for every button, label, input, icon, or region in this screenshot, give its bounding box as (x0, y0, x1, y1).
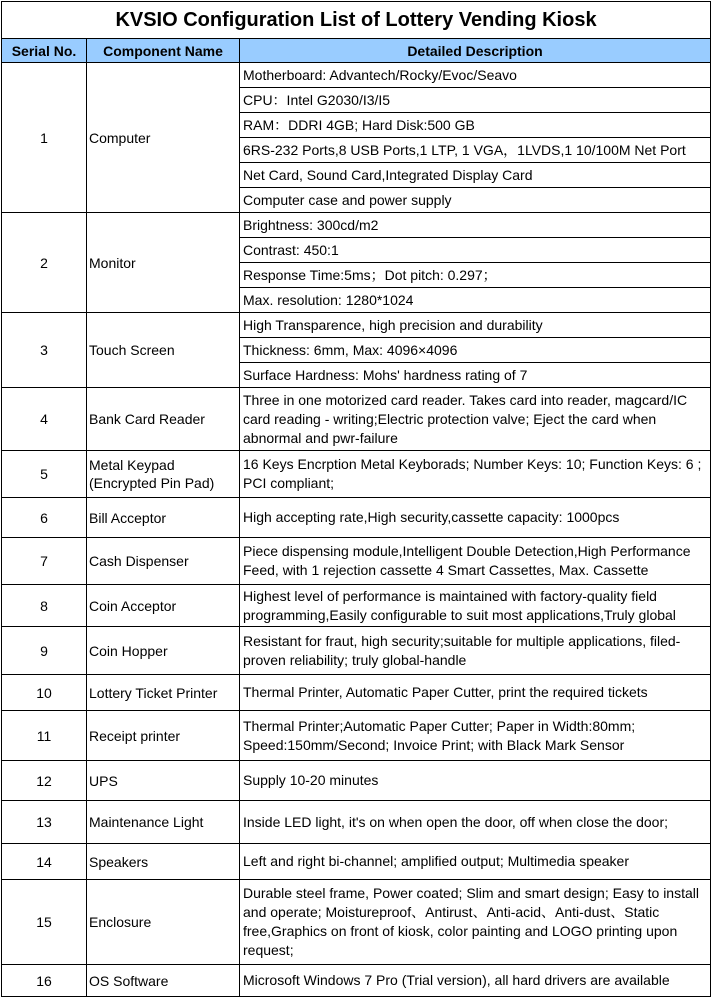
header-component: Component Name (87, 39, 240, 63)
component-name-cell: Computer (87, 63, 240, 213)
description-cell (240, 538, 711, 585)
table-row (2, 63, 711, 88)
serial-cell: 8 (2, 585, 87, 627)
description-cell (240, 965, 711, 997)
serial-cell: 10 (2, 675, 87, 711)
page-title: KVSIO Configuration List of Lottery Vending Kiosk (2, 2, 711, 39)
component-name-cell: Lottery Ticket Printer (87, 675, 240, 711)
description-text: Brightness: 300cd/m2 (243, 216, 379, 233)
serial-cell: 1 (2, 63, 87, 213)
description-cell (240, 263, 711, 288)
serial-cell: 5 (2, 451, 87, 498)
component-name-cell: Speakers (87, 844, 240, 880)
description-text: Left and right bi-channel; amplified output; Multimedia speaker (243, 853, 629, 869)
description-cell (240, 213, 711, 238)
description-cell (240, 238, 711, 263)
serial-cell: 3 (2, 313, 87, 388)
component-name-cell: Bank Card Reader (87, 388, 240, 451)
component-name-cell: Monitor (87, 213, 240, 313)
description-text: Microsoft Windows 7 Pro (Trial version), all hard drivers are available (243, 972, 670, 988)
header-description: Detailed Description (240, 39, 711, 63)
serial-cell: 9 (2, 627, 87, 675)
table-row (2, 675, 711, 711)
table-row (2, 538, 711, 585)
component-name-cell: Touch Screen (87, 313, 240, 388)
description-cell (240, 627, 711, 675)
serial-cell: 6 (2, 498, 87, 538)
description-cell (240, 498, 711, 538)
table-row (2, 213, 711, 238)
serial-cell: 14 (2, 844, 87, 880)
description-cell (240, 188, 711, 213)
component-name-cell: OS Software (87, 965, 240, 997)
table-row (2, 585, 711, 627)
header-serial: Serial No. (2, 39, 87, 63)
description-cell (240, 138, 711, 163)
configuration-table (1, 1, 711, 997)
description-cell (240, 711, 711, 761)
description-text: Surface Hardness: Mohs' hardness rating of 7 (243, 366, 528, 383)
description-text: Thermal Printer;Automatic Paper Cutter; Paper in Width:80mm; Speed:150mm/Second; Invoice Print; with Black Mark Sensor (243, 717, 636, 753)
description-text: CPU：Intel G2030/I3/I5 (243, 91, 391, 108)
description-cell (240, 585, 711, 627)
description-text: Supply 10-20 minutes (243, 772, 379, 788)
serial-cell: 16 (2, 965, 87, 997)
component-name-cell: Coin Acceptor (87, 585, 240, 627)
description-cell (240, 163, 711, 188)
table-row (2, 627, 711, 675)
component-name-cell: Metal Keypad (Encrypted Pin Pad) (87, 451, 240, 498)
serial-cell: 12 (2, 761, 87, 801)
description-cell (240, 880, 711, 965)
description-text: Piece dispensing module,Intelligent Double Detection,High Performance Feed, with 1 rejection cassette 4 Smart Cassettes, Max. Cassette (243, 543, 691, 578)
table-row (2, 880, 711, 965)
component-name-cell: Receipt printer (87, 711, 240, 761)
description-text: Motherboard: Advantech/Rocky/Evoc/Seavo (243, 66, 517, 83)
description-text: 16 Keys Encrption Metal Keyborads; Number Keys: 10; Function Keys: 6 ; PCI compliant; (243, 456, 702, 491)
description-cell (240, 675, 711, 711)
description-cell (240, 63, 711, 88)
serial-cell: 7 (2, 538, 87, 585)
serial-cell: 15 (2, 880, 87, 965)
table-row (2, 761, 711, 801)
description-cell (240, 313, 711, 338)
description-cell (240, 451, 711, 498)
description-text: Durable steel frame, Power coated; Slim and smart design; Easy to install and operate; Moistureproof、Antirust、Anti-acid、Anti-dust、Static free,Graphics on front of kiosk, color painting and LOGO printing upon request; (243, 885, 699, 958)
description-text: Max. resolution: 1280*1024 (243, 291, 414, 308)
description-text: Resistant for fraut, high security;suitable for multiple applications, filed-proven reliability; truly global-handle (243, 632, 681, 668)
description-text: Net Card, Sound Card,Integrated Display Card (243, 166, 533, 183)
component-name-cell: Enclosure (87, 880, 240, 965)
component-name-cell: Bill Acceptor (87, 498, 240, 538)
component-name-cell: Cash Dispenser (87, 538, 240, 585)
component-name-cell: Maintenance Light (87, 801, 240, 844)
table-row (2, 313, 711, 338)
description-text: High accepting rate,High security,cassette capacity: 1000pcs (243, 509, 620, 525)
description-cell (240, 363, 711, 388)
description-cell (240, 801, 711, 844)
description-text: Thermal Printer, Automatic Paper Cutter, print the required tickets (243, 684, 648, 700)
description-text: Three in one motorized card reader. Takes card into reader, magcard/IC card reading - writing;Electric protection valve; Eject the card when abnormal and pwr-failure (243, 391, 688, 446)
description-cell (240, 844, 711, 880)
table-row (2, 844, 711, 880)
table-row (2, 498, 711, 538)
table-row (2, 711, 711, 761)
description-cell (240, 761, 711, 801)
table-row (2, 965, 711, 997)
description-text: Response Time:5ms；Dot pitch: 0.297； (243, 266, 497, 283)
description-text: Computer case and power supply (243, 191, 452, 208)
description-cell (240, 88, 711, 113)
table-row (2, 388, 711, 451)
serial-cell: 13 (2, 801, 87, 844)
description-cell (240, 288, 711, 313)
description-text: RAM：DDRI 4GB; Hard Disk:500 GB (243, 116, 475, 133)
description-text: Highest level of performance is maintained with factory-quality field programming,Easily configurable to suit most applications,Truly global (243, 587, 676, 623)
description-cell (240, 338, 711, 363)
description-text: Inside LED light, it's on when open the door, off when close the door; (243, 813, 669, 830)
component-name-cell: Coin Hopper (87, 627, 240, 675)
table-row (2, 801, 711, 844)
serial-cell: 2 (2, 213, 87, 313)
table-row (2, 451, 711, 498)
description-text: Contrast: 450:1 (243, 241, 339, 258)
component-name-cell: UPS (87, 761, 240, 801)
serial-cell: 4 (2, 388, 87, 451)
serial-cell: 11 (2, 711, 87, 761)
description-cell (240, 113, 711, 138)
description-text: Thickness: 6mm, Max: 4096×4096 (243, 341, 458, 358)
description-text: 6RS-232 Ports,8 USB Ports,1 LTP, 1 VGA，1LVDS,1 10/100M Net Port (243, 141, 686, 158)
description-text: High Transparence, high precision and durability (243, 316, 543, 333)
description-cell (240, 388, 711, 451)
